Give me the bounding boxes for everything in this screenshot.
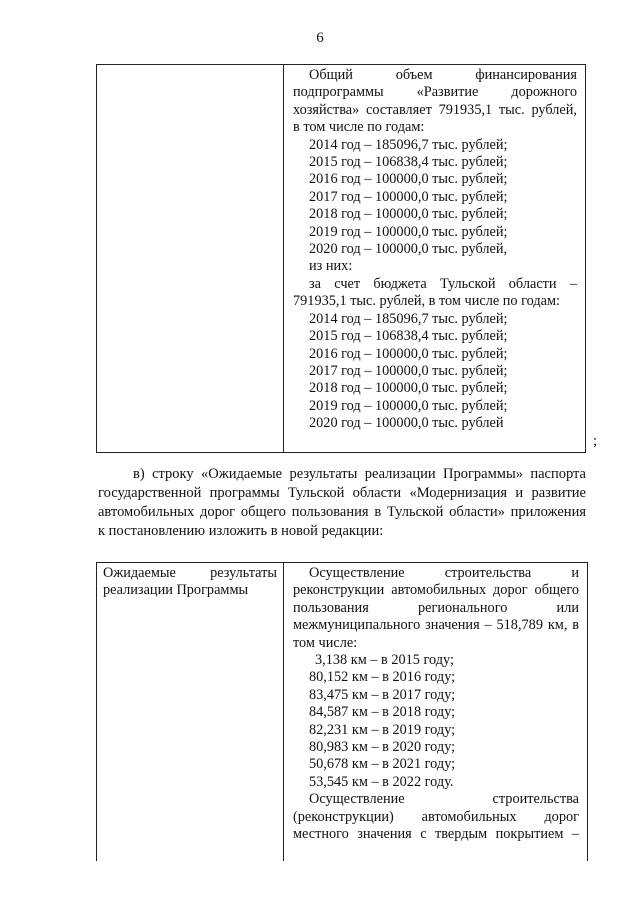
results-text-line: том числе: xyxy=(293,634,358,651)
financing-table-left-cell xyxy=(97,65,284,452)
km-by-year: 3,138 км – в 2015 году; xyxy=(315,652,454,669)
year-amount: 2014 год – 185096,7 тыс. рублей; xyxy=(309,136,508,153)
budget-year-amount: 2019 год – 100000,0 тыс. рублей; xyxy=(309,397,508,414)
results-text-line: межмуниципального значения – 518,789 км, в xyxy=(293,617,579,634)
km-by-year: 82,231 км – в 2019 году; xyxy=(309,721,456,738)
results-row-label: реализации Программы xyxy=(103,582,249,599)
budget-year-amount: 2017 год – 100000,0 тыс. рублей; xyxy=(309,362,508,379)
year-amount: 2015 год – 106838,4 тыс. рублей; xyxy=(309,154,508,171)
results-tail-line: (реконструкции) автомобильных дорог xyxy=(293,808,579,825)
budget-year-amount: 2018 год – 100000,0 тыс. рублей; xyxy=(309,380,508,397)
results-text-line: Осуществление строительства и xyxy=(309,565,579,581)
financing-text-line: Общий объем финансирования xyxy=(309,67,577,83)
paragraph-line: автомобильных дорог общего пользования в Тульской области» приложения xyxy=(98,504,586,520)
year-amount: 2018 год – 100000,0 тыс. рублей; xyxy=(309,206,508,223)
financing-table-right-cell xyxy=(284,65,585,452)
km-by-year: 80,983 км – в 2020 году; xyxy=(309,739,456,756)
results-row-label: Ожидаемые результаты xyxy=(103,565,277,581)
results-table xyxy=(96,562,588,861)
paragraph-line: к постановлению изложить в новой редакции: xyxy=(98,523,384,539)
paragraph-line: в) строку «Ожидаемые результаты реализации Программы» паспорта xyxy=(133,466,586,482)
of-them-label: из них: xyxy=(309,258,353,275)
results-text-line: пользования регионального или xyxy=(293,599,579,616)
km-by-year: 80,152 км – в 2016 году; xyxy=(309,669,456,686)
paragraph-line: государственной программы Тульской области «Модернизация и развитие xyxy=(98,485,586,501)
financing-text-line: хозяйства» составляет 791935,1 тыс. рублей, xyxy=(293,101,577,118)
year-amount: 2019 год – 100000,0 тыс. рублей; xyxy=(309,223,508,240)
results-tail-line: местного значения с твердым покрытием – xyxy=(293,826,579,843)
km-by-year: 50,678 км – в 2021 году; xyxy=(309,756,456,773)
results-text-line: реконструкции автомобильных дорог общего xyxy=(293,582,579,599)
budget-year-amount: 2016 год – 100000,0 тыс. рублей; xyxy=(309,345,508,362)
results-tail-line: Осуществление строительства xyxy=(309,791,579,808)
budget-year-amount: 2014 год – 185096,7 тыс. рублей; xyxy=(309,310,508,327)
km-by-year: 84,587 км – в 2018 году; xyxy=(309,704,456,721)
year-amount: 2020 год – 100000,0 тыс. рублей, xyxy=(309,241,508,258)
financing-text-line: подпрограммы «Развитие дорожного xyxy=(293,84,577,101)
budget-year-amount: 2015 год – 106838,4 тыс. рублей; xyxy=(309,328,508,345)
financing-text-line: в том числе по годам: xyxy=(293,119,425,136)
results-table-left-cell xyxy=(97,563,284,861)
year-amount: 2017 год – 100000,0 тыс. рублей; xyxy=(309,188,508,205)
km-by-year: 83,475 км – в 2017 году; xyxy=(309,686,456,703)
amendment-paragraph xyxy=(98,465,586,541)
budget-line: 791935,1 тыс. рублей, в том числе по годам: xyxy=(293,293,561,310)
budget-line: за счет бюджета Тульской области – xyxy=(309,275,577,292)
budget-year-amount: 2020 год – 100000,0 тыс. рублей xyxy=(309,415,504,432)
financing-table xyxy=(96,64,586,453)
year-amount: 2016 год – 100000,0 тыс. рублей; xyxy=(309,171,508,188)
results-table-right-cell xyxy=(284,563,587,861)
page-number: 6 xyxy=(316,30,324,46)
trailing-semicolon: ; xyxy=(593,433,598,449)
km-by-year: 53,545 км – в 2022 году. xyxy=(309,773,454,790)
